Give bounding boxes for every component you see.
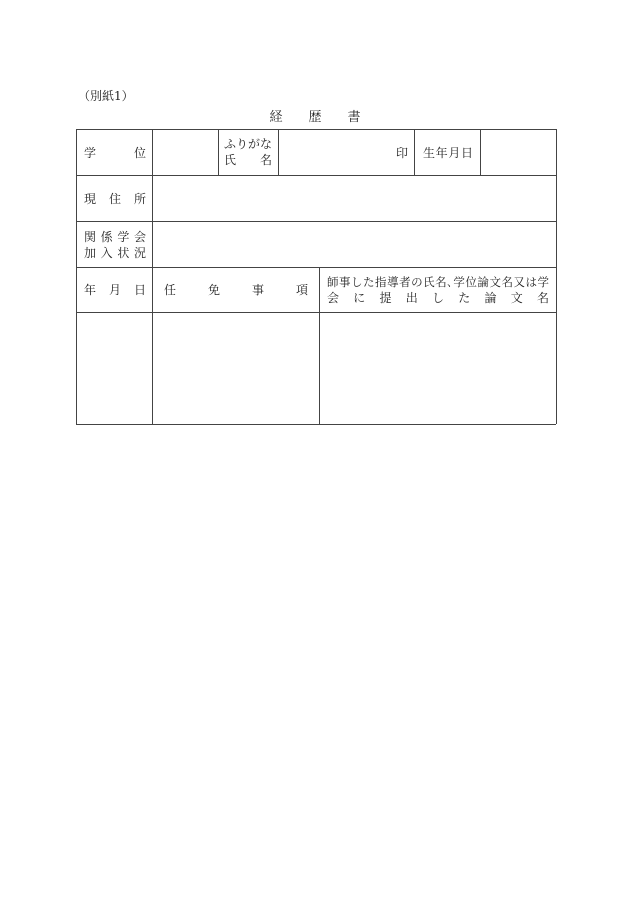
address-label: 現住所 bbox=[84, 192, 146, 206]
appointment-header: 任免事項 bbox=[164, 283, 308, 297]
birthdate-field[interactable] bbox=[481, 130, 556, 175]
attachment-label: （別紙1） bbox=[78, 89, 134, 103]
society-label-line2: 加入状況 bbox=[84, 246, 146, 260]
degree-label: 学位 bbox=[84, 146, 146, 160]
name-field[interactable] bbox=[279, 130, 414, 175]
thesis-entry-field[interactable] bbox=[320, 313, 556, 424]
degree-field[interactable] bbox=[153, 130, 218, 175]
address-field[interactable] bbox=[153, 176, 556, 221]
society-label-line1: 関係学会 bbox=[84, 230, 146, 244]
thesis-header-line2: 会に提出した論文名 bbox=[327, 291, 549, 305]
society-field[interactable] bbox=[153, 222, 556, 267]
appointment-entry-field[interactable] bbox=[153, 313, 319, 424]
date-header: 年月日 bbox=[84, 283, 146, 297]
seal-label: 印 bbox=[396, 146, 409, 160]
name-label: 氏名 bbox=[224, 153, 272, 167]
thesis-header-line1: 師事した指導者の氏名､学位論文名又は学 bbox=[327, 275, 549, 289]
date-entry-field[interactable] bbox=[77, 313, 152, 424]
document-title: 経 歴 書 bbox=[269, 110, 361, 125]
furigana-label: ふりがな bbox=[224, 137, 273, 151]
birthdate-label: 生年月日 bbox=[423, 146, 473, 160]
